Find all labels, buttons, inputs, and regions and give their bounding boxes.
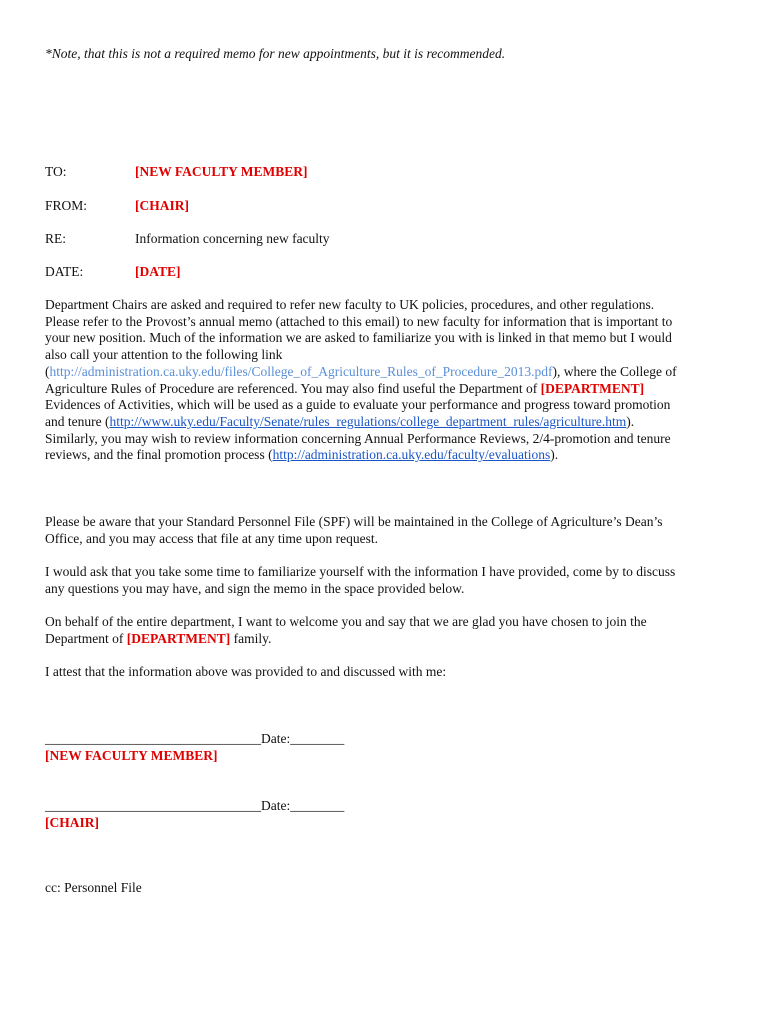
p1-text-1: Department Chairs are asked and required to refer new faculty to UK policies, procedures, and other regulations. Please refer to the Provost’s annual memo (attached to this email) to new faculty for information that is important to your new position. Much of the information we are asked to familiarize you with is linked in that memo but I would also call your attention to the following link (: [45, 297, 673, 379]
department-placeholder: [DEPARTMENT]: [540, 380, 645, 396]
rules-of-procedure-link[interactable]: http://administration.ca.uky.edu/files/College_of_Agriculture_Rules_of_Procedure_2013.pdf: [49, 363, 553, 379]
paragraph-spf: Please be aware that your Standard Personnel File (SPF) will be maintained in the College of Agriculture’s Dean’s Office, and you may access that file at any time upon request.: [45, 514, 663, 546]
to-value: [NEW FACULTY MEMBER]: [135, 164, 308, 179]
department-placeholder: [DEPARTMENT]: [126, 630, 231, 646]
from-label: FROM:: [45, 198, 88, 213]
signature-line-chair: ________________________________Date:________: [45, 798, 345, 813]
date-label: DATE:: [45, 264, 84, 279]
paragraph-welcome: [45, 614, 685, 647]
p4-text-2: family.: [230, 630, 272, 646]
signature-name-faculty: [NEW FACULTY MEMBER]: [45, 748, 218, 763]
p1-text-2: ), where the College of Agriculture Rules of Procedure are referenced. You may also find useful the Department of: [45, 363, 677, 396]
to-row: [45, 164, 308, 180]
re-value: Information concerning new faculty: [135, 231, 330, 246]
senate-rules-link[interactable]: http://www.uky.edu/Faculty/Senate/rules_regulations/college_department_rules/agriculture.htm: [109, 413, 627, 429]
from-value: [CHAIR]: [135, 198, 189, 213]
date-value: [DATE]: [135, 264, 181, 279]
from-row: [45, 198, 189, 214]
re-row: [45, 231, 330, 247]
paragraph-policies: [45, 297, 685, 464]
p1-text-5: ).: [550, 447, 559, 463]
paragraph-attest: I attest that the information above was provided to and discussed with me:: [45, 664, 447, 679]
p1-text-3: Evidences of Activities, which will be used as a guide to evaluate your performance and progress toward promotion and tenure (: [45, 397, 671, 429]
signature-name-chair: [CHAIR]: [45, 815, 99, 830]
re-label: RE:: [45, 231, 67, 246]
to-label: TO:: [45, 164, 67, 179]
cc-line: cc: Personnel File: [45, 880, 142, 895]
p1-text-4: ). Similarly, you may wish to review information concerning Annual Performance Reviews, 2/4-promotion and tenure reviews, and the final promotion process (: [45, 413, 671, 463]
paragraph-familiarize: I would ask that you take some time to familiarize yourself with the information I have provided, come by to discuss any questions you may have, and sign the memo in the space provided below.: [45, 564, 676, 596]
evaluations-link[interactable]: http://administration.ca.uky.edu/faculty/evaluations: [272, 447, 551, 463]
signature-line-faculty: ________________________________Date:________: [45, 731, 345, 746]
memo-note: *Note, that this is not a required memo for new appointments, but it is recommended.: [45, 46, 506, 61]
date-row: [45, 264, 181, 280]
p4-text-1: On behalf of the entire department, I want to welcome you and say that we are glad you have chosen to join the Department of: [45, 614, 647, 646]
